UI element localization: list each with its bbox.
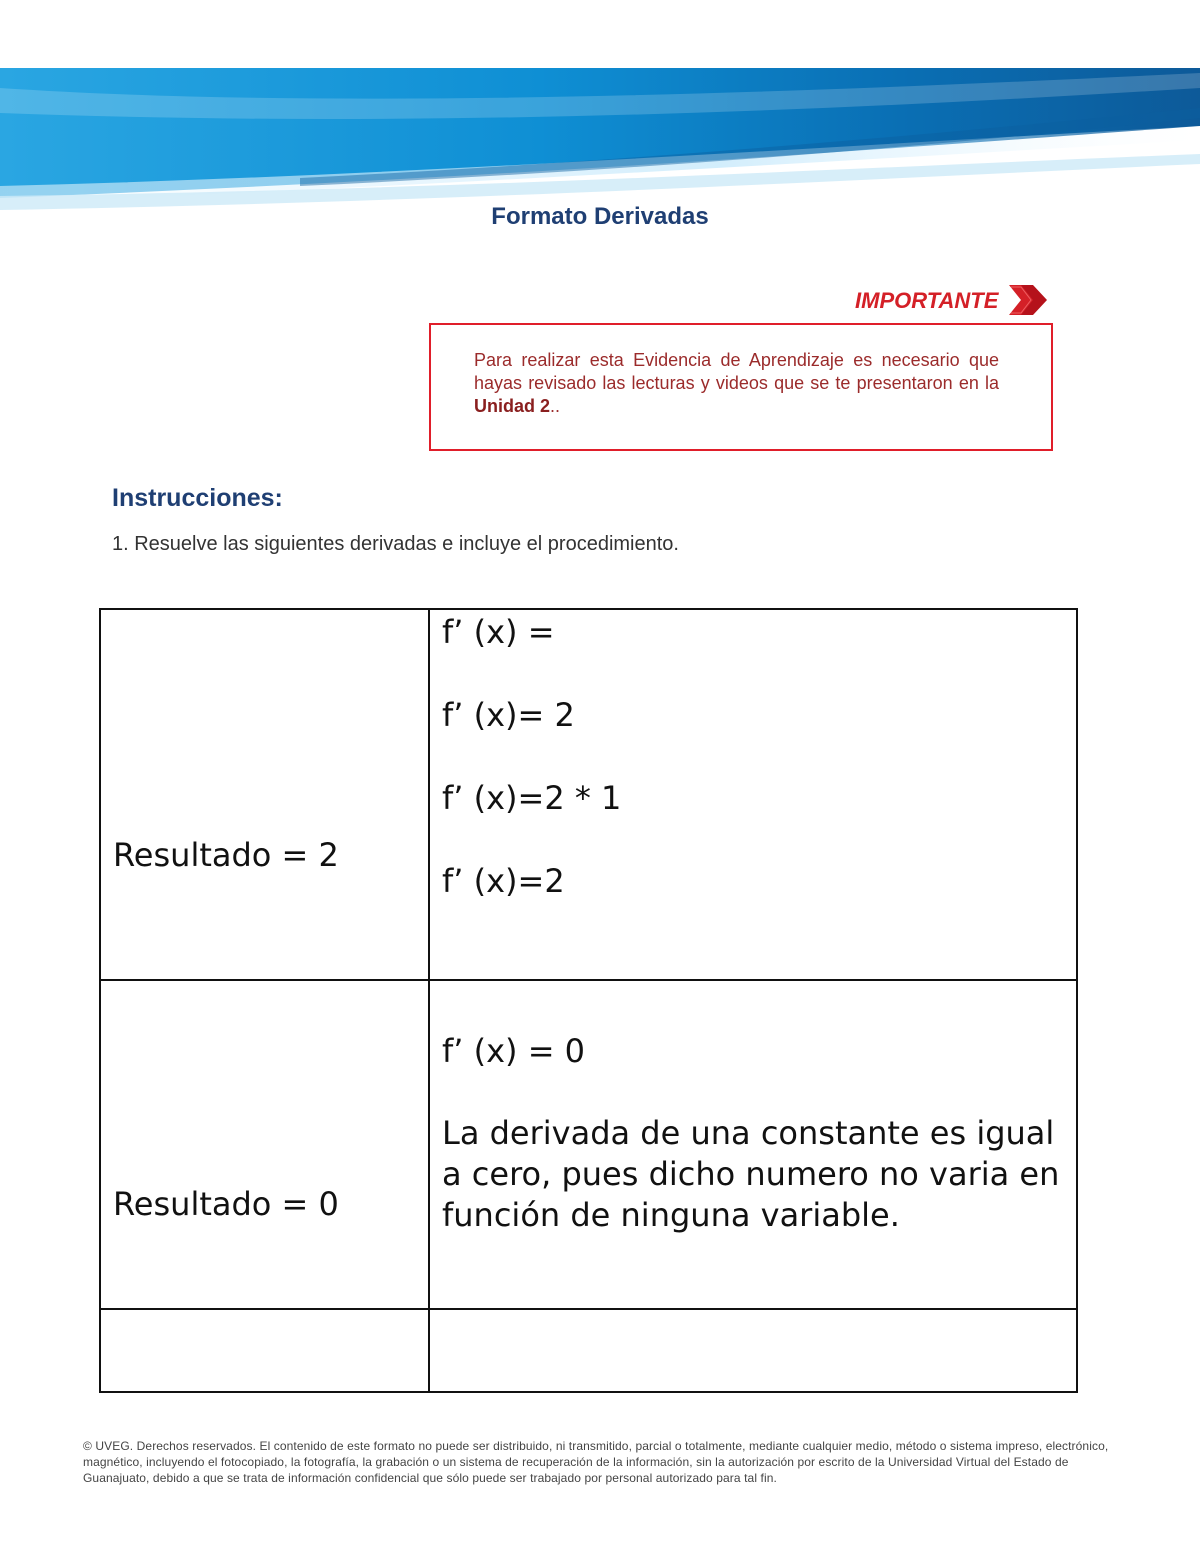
table-row bbox=[100, 609, 1077, 980]
result-cell bbox=[100, 980, 429, 1309]
copyright-footer: © UVEG. Derechos reservados. El contenido de este formato no puede ser distribuido, ni transmitido, parcial o totalmente, mediante cualquier medio, método o sistema impreso, electrónico, magnético, incluyendo el fotocopiado, la fotografía, la grabación o un sistema de recuperación de la información, sin la autorización por escrito de la Universidad Virtual del Estado de Guanajuato, debido a que se trata de información confidencial que sólo puede ser trabajado por personal autorizado para tal fin. bbox=[83, 1439, 1109, 1485]
result-cell bbox=[100, 609, 429, 980]
important-label: IMPORTANTE bbox=[855, 288, 999, 313]
procedure-cell bbox=[429, 1309, 1077, 1392]
result-text: Resultado = 0 bbox=[113, 1185, 339, 1223]
instruction-item: 1. Resuelve las siguientes derivadas e incluye el procedimiento. bbox=[112, 533, 679, 555]
procedure-cell bbox=[429, 609, 1077, 980]
table-row bbox=[100, 980, 1077, 1309]
result-text: Resultado = 2 bbox=[113, 836, 339, 874]
double-chevron-right-icon bbox=[1007, 281, 1049, 319]
explanation-text: La derivada de una constante es igual a cero, pues dicho numero no varia en función de ninguna variable. bbox=[442, 1114, 1060, 1234]
step-line: f’ (x) = 0 bbox=[442, 1032, 586, 1070]
step-line: f’ (x)=2 * 1 bbox=[442, 779, 622, 817]
result-cell bbox=[100, 1309, 429, 1392]
header-banner bbox=[0, 68, 1200, 218]
derivatives-table bbox=[99, 608, 1078, 1393]
important-notice-box bbox=[429, 323, 1053, 451]
table-row bbox=[100, 1309, 1077, 1392]
notice-unit-highlight: Unidad 2 bbox=[474, 396, 551, 416]
step-line: f’ (x) = bbox=[442, 613, 555, 651]
notice-text: Para realizar esta Evidencia de Aprendizaje es necesario que hayas revisado las lecturas y videos que se te presentaron en la Unidad 2.. bbox=[474, 350, 999, 416]
procedure-cell bbox=[429, 980, 1077, 1309]
step-line: f’ (x)= 2 bbox=[442, 696, 575, 734]
document-title: Formato Derivadas bbox=[491, 203, 709, 230]
instructions-heading: Instrucciones: bbox=[112, 484, 283, 512]
step-line: f’ (x)=2 bbox=[442, 862, 565, 900]
